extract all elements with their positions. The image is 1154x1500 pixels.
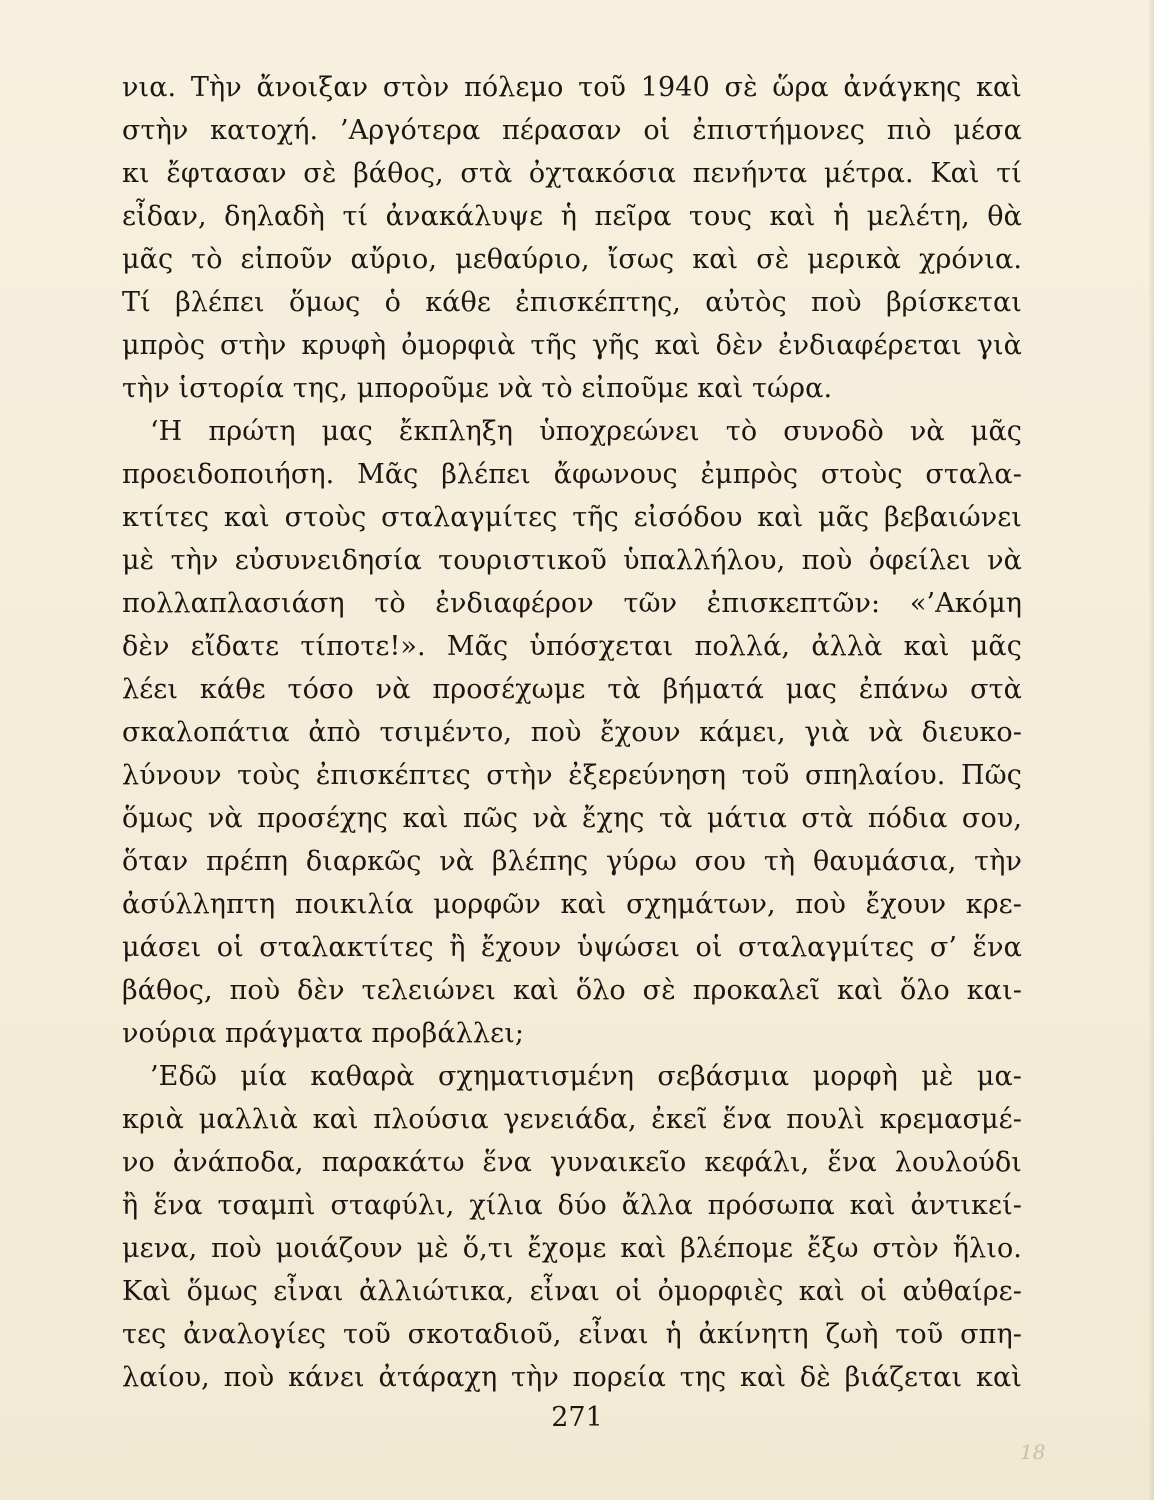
- text-line: ἀσύλληπτη ποικιλία μορφῶν καὶ σχημάτων, ποὺ ἔχουν κρε-: [122, 889, 1022, 920]
- text-line: τες ἀναλογίες τοῦ σκοταδιοῦ, εἶναι ἡ ἀκίνητη ζωὴ τοῦ σπη-: [122, 1319, 1022, 1350]
- text-line: Τί βλέπει ὅμως ὁ κάθε ἐπισκέπτης, αὐτὸς ποὺ βρίσκεται: [122, 287, 1022, 318]
- text-line: μὲ τὴν εὐσυνειδησία τουριστικοῦ ὑπαλλήλου, ποὺ ὀφείλει νὰ: [122, 545, 1022, 576]
- text-line: βάθος, ποὺ δὲν τελειώνει καὶ ὅλο σὲ προκαλεῖ καὶ ὅλο και-: [122, 975, 1022, 1006]
- text-line: λαίου, ποὺ κάνει ἀτάραχη τὴν πορεία της καὶ δὲ βιάζεται καὶ: [122, 1362, 1022, 1393]
- text-line: μάσει οἱ σταλακτίτες ἢ ἔχουν ὑψώσει οἱ σταλαγμίτες σ’ ἕνα: [122, 932, 1022, 963]
- text-line: κι ἔφτασαν σὲ βάθος, στὰ ὀχτακόσια πενήντα μέτρα. Καὶ τί: [122, 158, 1022, 189]
- page-number: 271: [551, 1402, 603, 1433]
- text-line: λέει κάθε τόσο νὰ προσέχωμε τὰ βήματά μας ἐπάνω στὰ: [122, 674, 1022, 705]
- text-line: δὲν εἴδατε τίποτε!». Μᾶς ὑπόσχεται πολλά, ἀλλὰ καὶ μᾶς: [122, 631, 1022, 662]
- text-line: σκαλοπάτια ἀπὸ τσιμέντο, ποὺ ἔχουν κάμει, γιὰ νὰ διευκο-: [122, 717, 1022, 748]
- text-line: στὴν κατοχή. ’Αργότερα πέρασαν οἱ ἐπιστήμονες πιὸ μέσα: [122, 115, 1022, 146]
- text-line: μενα, ποὺ μοιάζουν μὲ ὅ,τι ἔχομε καὶ βλέπομε ἔξω στὸν ἥλιο.: [122, 1233, 1022, 1264]
- text-line: νο ἀνάποδα, παρακάτω ἕνα γυναικεῖο κεφάλι, ἕνα λουλούδι: [122, 1147, 1022, 1178]
- body-text: [122, 66, 1022, 1399]
- text-line: ‘Η πρώτη μας ἔκπληξη ὑποχρεώνει τὸ συνοδὸ νὰ μᾶς: [150, 416, 1022, 447]
- text-line: Καὶ ὅμως εἶναι ἀλλιώτικα, εἶναι οἱ ὀμορφιὲς καὶ οἱ αὐθαίρε-: [122, 1276, 1022, 1307]
- text-line: λύνουν τοὺς ἐπισκέπτες στὴν ἐξερεύνηση τοῦ σπηλαίου. Πῶς: [122, 760, 1022, 791]
- page-edge-shadow: [1148, 0, 1154, 1500]
- text-line: μᾶς τὸ εἰποῦν αὔριο, μεθαύριο, ἴσως καὶ σὲ μερικὰ χρόνια.: [122, 244, 1022, 275]
- text-line: νούρια πράγματα προβάλλει;: [122, 1018, 525, 1049]
- text-line: μπρὸς στὴν κρυφὴ ὀμορφιὰ τῆς γῆς καὶ δὲν ἐνδιαφέρεται γιὰ: [122, 330, 1022, 361]
- text-line: τὴν ἱστορία της, μποροῦμε νὰ τὸ εἰποῦμε καὶ τώρα.: [122, 373, 833, 404]
- text-line: ὅμως νὰ προσέχης καὶ πῶς νὰ ἔχης τὰ μάτια στὰ πόδια σου,: [122, 803, 1022, 834]
- text-line: ὅταν πρέπη διαρκῶς νὰ βλέπης γύρω σου τὴ θαυμάσια, τὴν: [122, 846, 1022, 877]
- text-line: πολλαπλασιάση τὸ ἐνδιαφέρον τῶν ἐπισκεπτῶν: «’Ακόμη: [122, 588, 1022, 619]
- text-line: νια. Τὴν ἄνοιξαν στὸν πόλεμο τοῦ 1940 σὲ ὥρα ἀνάγκης καὶ: [122, 72, 1022, 103]
- corner-mark: 18: [1020, 1440, 1046, 1464]
- text-line: κριὰ μαλλιὰ καὶ πλούσια γενειάδα, ἐκεῖ ἕνα πουλὶ κρεμασμέ-: [122, 1104, 1022, 1135]
- text-line: ’Εδῶ μία καθαρὰ σχηματισμένη σεβάσμια μορφὴ μὲ μα-: [150, 1061, 1022, 1092]
- text-line: εἶδαν, δηλαδὴ τί ἀνακάλυψε ἡ πεῖρα τους καὶ ἡ μελέτη, θὰ: [122, 201, 1022, 232]
- text-line: ἢ ἕνα τσαμπὶ σταφύλι, χίλια δύο ἄλλα πρόσωπα καὶ ἀντικεί-: [122, 1190, 1022, 1221]
- text-line: κτίτες καὶ στοὺς σταλαγμίτες τῆς εἰσόδου καὶ μᾶς βεβαιώνει: [122, 502, 1022, 533]
- text-line: προειδοποιήση. Μᾶς βλέπει ἄφωνους ἐμπρὸς στοὺς σταλα-: [122, 459, 1022, 490]
